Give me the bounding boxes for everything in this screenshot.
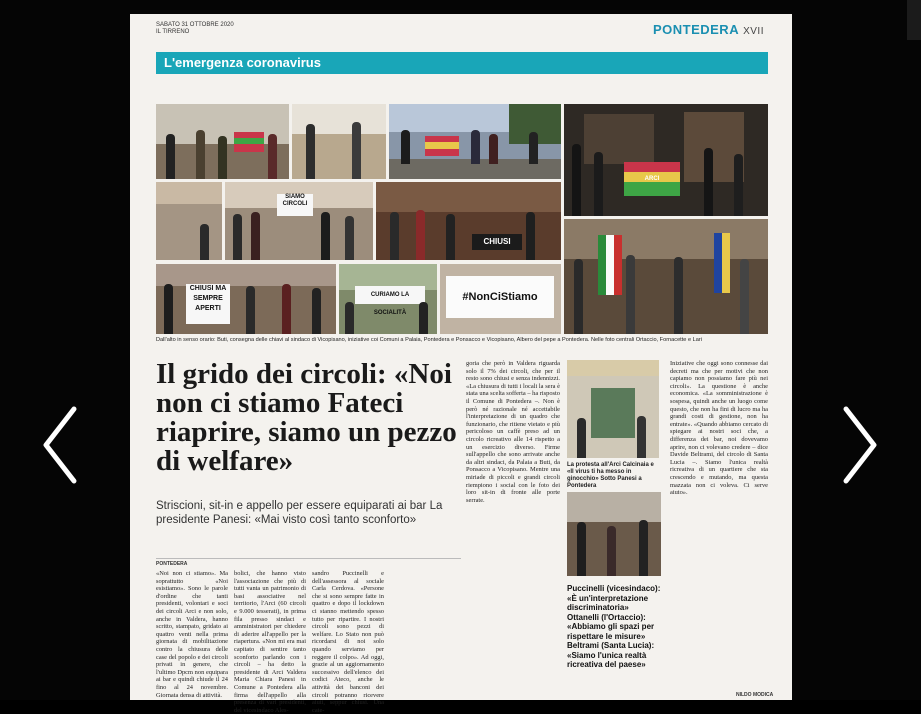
photo-street-a [156, 182, 222, 260]
paper-name: IL TIRRENO [156, 29, 190, 35]
photo-noncistiamo [440, 264, 561, 334]
photo-siamo-circoli [225, 182, 373, 260]
sidebar-photo-caption: La protesta all'Arci Calcinaia e «Il virus ti ha messo in ginocchio» Sotto Panesi a Pontedera [567, 462, 654, 489]
photo-palaia [389, 104, 561, 179]
article-column-3: sandro Puccinelli e dell'assessora al sociale Carla Cerdova. «Persone che si sono sempre fatte in quattro e dopo il lockdown ci stanno mettendo spesso tutto per ripartire. I nostri circoli sono pezzi di welfare. Lo Stato non può ricordarsi di noi solo quando serviamo per reggere il colpo». Ad oggi, grazie al un aggiornamento successivo dell'elenco dei codici Ateco, anche le attività dei banconi dei circoli potranno ricevere aiuti, seppur chiusi. Una cate- [312, 570, 384, 714]
article-column-2: bolici, che hanno visto l'associazione che più di tutti vanta un patrimonio di basi associative nel territorio, l'Arci (60 circoli e 9.000 tesserati), in prima fila presso sindaci e amministratori per chiedere di aderire all'appello per la riapertura. «Non mi era mai capitato di sentire tanto sconforto parlando con i circoli – ha detto la presidente di Arci Valdera Maria Chiara Panesi in Comune a Pontedera alla firma dell'appello alla presenza di vari presidenti, del vicesindaco Ales- [234, 570, 306, 714]
chevron-right-icon [842, 405, 878, 485]
chevron-left-icon [42, 405, 78, 485]
photo-buti [156, 104, 289, 179]
subheadline: Striscioni, sit-in e appello per essere equiparati ai bar La presidente Panesi: «Mai visto così tanto sconforto» [156, 500, 443, 526]
page-number: XVII [743, 26, 764, 37]
page-date: SABATO 31 OTTOBRE 2020 [156, 22, 234, 28]
scrollbar-corner [907, 0, 921, 40]
sign-chiusi-hashtag: CHIUSI [472, 234, 522, 250]
topic-bar [156, 52, 768, 74]
photo-arci-calcinaia [567, 360, 659, 458]
next-arrow-button[interactable] [842, 405, 878, 485]
photo-albero-del-pepe [564, 104, 768, 216]
newspaper-page [130, 14, 792, 714]
photo-panesi [567, 492, 661, 576]
photo-lari [564, 219, 768, 334]
byline: NILDO MODICA [736, 692, 774, 698]
photo-caption: Dall'alto in senso orario: Buti, consegna delle chiavi al sindaco di Vicopisano, iniziative coi Comuni a Palaia, Pontedera e Ponsacco e Vicopisano, Albero del pepe a Pontedera. Nelle foto centrali Ortaccio, Fornacette e Lari [156, 337, 702, 343]
sign-siamo-circoli: SIAMO CIRCOLI [277, 194, 313, 216]
photo-vicopisano-keys [292, 104, 386, 179]
sign-chiusi-aperti: CHIUSI MA SEMPRE APERTI [186, 284, 230, 324]
sign-curiamo-socialita: CURIAMO LA SOCIALITÀ [355, 286, 425, 304]
prev-arrow-button[interactable] [42, 405, 78, 485]
headline: Il grido dei circoli: «Noi non ci stiamo Fateci riaprire, siamo un pezzo di welfare» [156, 358, 457, 477]
article-column-1: «Noi non ci stiamo». Ma soprattutto «Noi esistiamo». Sono le parole d'ordine che tanti presidenti, volontari e soci dei circoli Arci e non solo, anche in Valdera, hanno scritto, stampato, gridato ai quattro venti nella prima giornata di mobilitazione contro la chiusura delle case del popolo e dei circoli privati in genere, che l'ultimo Dpcm non equipara ai bar e quindi chiude il 24 fino al 24 novembre. Giornata densa di attività. [156, 570, 228, 699]
location-tag: PONTEDERA [156, 561, 188, 567]
divider [156, 558, 461, 559]
article-column-4: goria che però in Valdera riguarda solo il 7% dei circoli, che per il resto sono chiusi e senza indennizzi. «La chiusura di tutti i locali la sera è stata una scelta sofferta – ha risposto il Comune di Pontedera –. Non è però né razionale né accettabile l'interpretazione di un quadro che funzionario, che ritiene vietato e più pericoloso un caffè preso ad un circolo ricreativo alle 14 rispetto a un esercizio diverso. Firme sull'appello che sono arrivate anche da altri sindaci, da Palaia a Buti, da Ponsacco a Vicopisano. Mentre una miriade di piccoli e grandi circoli riempiono i social con le foto dei loro sit-in di fronte alle porte serrate. [466, 360, 560, 504]
page-meta [156, 22, 234, 36]
topic-label: L'emergenza coronavirus [164, 55, 321, 70]
photo-socialita [339, 264, 437, 334]
section-header [653, 22, 764, 37]
sign-noncistiamo: #NonCiStiamo [446, 276, 554, 318]
arci-flag-text: ARCI [644, 176, 660, 182]
article-column-6: Iniziative che oggi sono connesse dai decreti ma che per motivi che non capiamo non possiamo fare più nei circoli». La questione è anche economica. «La somministrazione è sospesa, quindi anche un luogo come questo, che non ha fini di lucro ma ha grandi costi di gestione, non ha entrate». «Quando abbiamo cercato di spiegare ai nostri soci che, a differenza dei bar, noi dovevamo aprire, non ci volevano credere – dice Davide Beltrami, del circolo di Santa Lucia –. Siamo l'unica realtà ricreativa di un quartiere che sta crescendo e mutando, ma questa mazzata non ci voleva. Ci serve aiuto». [670, 360, 768, 497]
photo-ponsacco [376, 182, 561, 260]
section-title: PONTEDERA [652, 22, 740, 37]
sidebar-quotes: Puccinelli (vicesindaco): «È un'interpretazione discriminatoria» Ottanelli (l'Ortaccio): «Abbiamo gli spazi per rispettare le misure» Beltrami (Santa Lucia): «Siamo l'unica realtà ricreativa del paese» [567, 584, 661, 669]
photo-chiusi [156, 264, 336, 334]
